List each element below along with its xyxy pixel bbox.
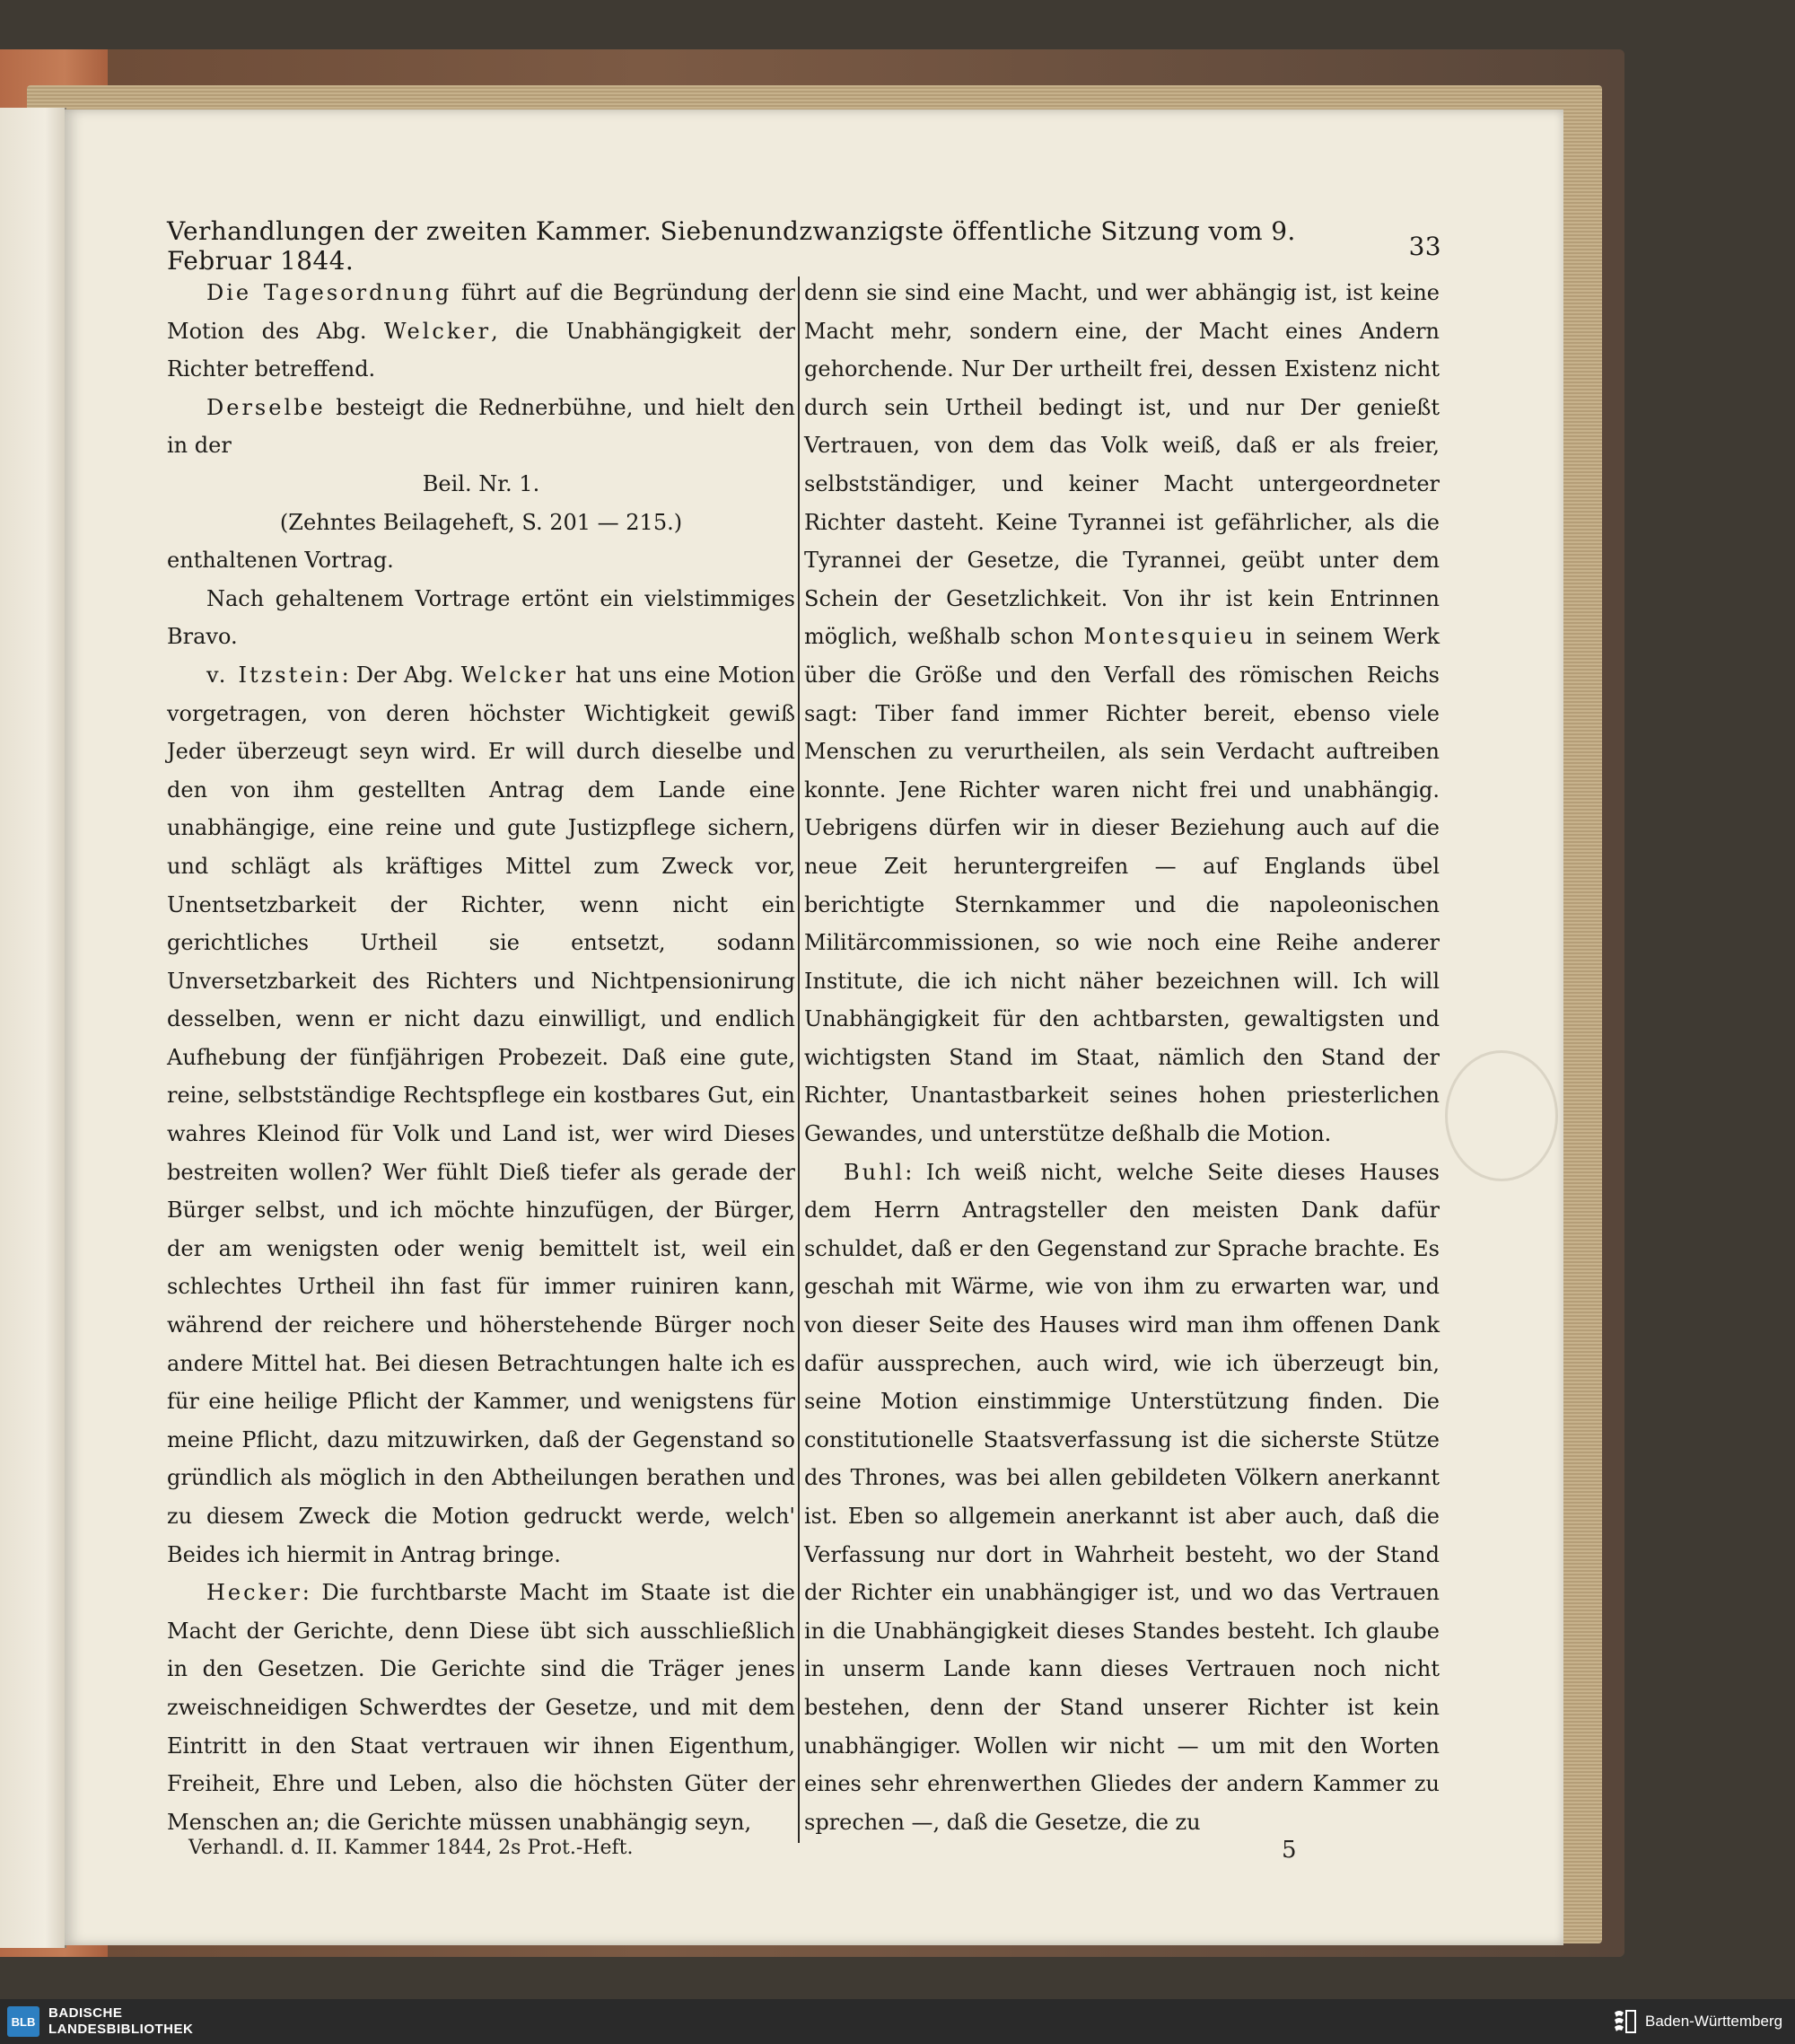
paragraph	[167, 541, 795, 580]
text-run: Beil. Nr. 1.	[422, 470, 540, 496]
column-divider	[798, 276, 800, 1843]
paragraph	[167, 656, 795, 1574]
blb-logo-icon[interactable]: BLB	[7, 2006, 39, 2037]
text-run: : Ich weiß nicht, welche Seite dieses Hauses dem Herrn Antragsteller den meisten Dank dafür schuldet, daß er den Gegenstand zur Sprache brachte. Es geschah mit Wärme, wie von ihm zu erwarten war, und von dieser Seite des Hauses wird man ihm offenen Dank dafür aussprechen, auch wird, wie ich überzeugt bin, seine Motion einstimmige Unterstützung finden. Die constitutionelle Staatsverfassung ist die sicherste Stütze des Thrones, was bei allen gebildeten Völkern anerkannt ist. Eben so allgemein anerkannt ist aber auch, daß die Verfassung nur dort in Wahrheit besteht, wo der Stand der Richter ein unabhängiger ist, und wo das Vertrauen in die Unabhängigkeit dieses Standes besteht. Ich glaube in unserm Lande kann dieses Vertrauen noch nicht bestehen, denn der Stand unserer Richter ist kein unabhängiger. Wollen wir nicht — um mit den Worten eines sehr ehrenwerthen Gliedes der andern Kammer zu sprechen —, daß die Gesetze, die zu	[804, 1159, 1440, 1835]
text-run: (Zehntes Beilageheft, S. 201 — 215.)	[279, 509, 683, 535]
text-run: führt auf die Begründung der Motion des Abg.	[167, 280, 795, 344]
speaker-name: Derselbe	[206, 394, 326, 420]
library-name[interactable]	[48, 2005, 193, 2038]
paragraph	[167, 389, 795, 465]
footer-signature: Verhandl. d. II. Kammer 1844, 2s Prot.-Heft.	[188, 1837, 634, 1859]
library-name-line1: BADISCHE	[48, 2005, 123, 2021]
paragraph	[167, 274, 795, 389]
speaker-name: Welcker	[460, 662, 568, 688]
right-text-column	[804, 274, 1440, 1835]
faint-stamp-mark	[1445, 1050, 1558, 1181]
paragraph	[804, 274, 1440, 1154]
text-run: denn sie sind eine Macht, und wer abhängig ist, ist keine Macht mehr, sondern eine, der Macht eines Andern gehorchende. Nur Der urtheilt frei, dessen Existenz nicht durch sein Urtheil bedingt ist, und nur Der genießt Vertrauen, von dem das Volk weiß, daß er als freier, selbstständiger, und keiner Macht untergeordneter Richter dasteht. Keine Tyrannei ist gefährlicher, als die Tyrannei der Gesetze, die Tyrannei, geübt unter dem Schein der Gesetzlichkeit. Von ihr ist kein Entrinnen möglich, weßhalb schon	[804, 280, 1440, 650]
speaker-name: Montesquieu	[1083, 624, 1256, 650]
speaker-name: Die Tagesordnung	[206, 280, 452, 305]
running-header	[167, 216, 1441, 276]
footer-sheet-number: 5	[1282, 1837, 1297, 1864]
text-run: besteigt die Rednerbühne, und hielt den in der	[167, 394, 795, 459]
left-page-edge	[0, 108, 66, 1948]
text-run: in seinem Werk über die Größe und den Verfall des römischen Reichs sagt: Tiber fand immer Richter bereit, ebenso viele Menschen zu verurtheilen, als sein Verdacht auftreiben konnte. Jene Richter waren nicht frei und unabhängig. Uebrigens dürfen wir in dieser Beziehung auch auf die neue Zeit heruntergreifen — auf Englands übel berichtigte Sternkammer und die napoleonischen Militärcommissionen, so wie noch eine Reihe anderer Institute, die ich nicht näher bezeichnen will. Ich will Unabhängigkeit für den achtbarsten, gewaltigsten und wichtigsten Stand im Staat, nämlich den Stand der Richter, Unantastbarkeit seines hohen priesterlichen Gewandes, und unterstütze deßhalb die Motion.	[804, 624, 1440, 1147]
speaker-name: Buhl	[844, 1159, 906, 1185]
speaker-name: Welcker	[383, 318, 492, 344]
state-name[interactable]: Baden-Württemberg	[1645, 2013, 1783, 2030]
text-run: hat uns eine Motion vorgetragen, von deren höchster Wichtigkeit gewiß Jeder überzeugt seyn wird. Er will durch dieselbe und den von ihm gestellten Antrag dem Lande eine unabhängige, eine reine und gute Justizpflege sichern, und schlägt als kräftiges Mittel zum Zweck vor, Unentsetzbarkeit der Richter, wenn nicht ein gerichtliches Urtheil sie entsetzt, sodann Unversetzbarkeit des Richters und Nichtpensionirung desselben, wenn er nicht dazu einwilligt, und endlich Aufhebung der fünfjährigen Probezeit. Daß eine gute, reine, selbstständige Rechtspflege ein kostbares Gut, ein wahres Kleinod für Volk und Land ist, wer wird Dieses bestreiten wollen? Wer fühlt Dieß tiefer als gerade der Bürger selbst, und ich möchte hinzufügen, der Bürger, der am wenigsten oder wenig bemittelt ist, weil ein schlechtes Urtheil ihn fast für immer ruiniren kann, während der reichere und höherstehende Bürger noch andere Mittel hat. Bei diesen Betrachtungen halte ich es für eine heilige Pflicht der Kammer, und wenigstens für meine Pflicht, dazu mitzuwirken, daß der Gegenstand so gründlich als möglich in den Abtheilungen berathen und zu diesem Zweck die Motion gedruckt werde, welch' Beides ich hiermit in Antrag bringe.	[167, 662, 795, 1567]
header-title: Verhandlungen der zweiten Kammer. Siebenundzwanzigste öffentliche Sitzung vom 9. Februar 1844.	[167, 216, 1296, 276]
viewer-footer-bar	[0, 1999, 1795, 2044]
paragraph	[167, 1574, 795, 1841]
text-run: enthaltenen Vortrag.	[167, 548, 394, 574]
left-text-column	[167, 274, 796, 1835]
baden-wuerttemberg-lions-icon	[1611, 2007, 1638, 2036]
paragraph	[804, 1154, 1440, 1842]
speaker-name: v. Itzstein	[206, 662, 342, 688]
text-run: : Der Abg.	[341, 662, 461, 688]
text-run: Nach gehaltenem Vortrage ertönt ein vielstimmiges Bravo.	[167, 585, 795, 650]
text-run: , die Unabhängigkeit der Richter betreffend.	[167, 318, 796, 382]
text-run: : Die furchtbarste Macht im Staate ist die Macht der Gerichte, denn Diese übt sich ausschließlich in den Gesetzen. Die Gerichte sind die Träger jenes zweischneidigen Schwerdtes der Gesetze, und mit dem Eintritt in den Staat vertrauen wir ihnen Eigenthum, Freiheit, Ehre und Leben, also die höchsten Güter der Menschen an; die Gerichte müssen unabhängig seyn,	[167, 1580, 795, 1835]
library-name-line2: LANDESBIBLIOTHEK	[48, 2022, 194, 2037]
paragraph	[167, 504, 795, 542]
header-page-number: 33	[1408, 231, 1441, 261]
speaker-name: Hecker	[206, 1580, 302, 1606]
paragraph	[167, 465, 795, 504]
paragraph	[167, 580, 795, 656]
